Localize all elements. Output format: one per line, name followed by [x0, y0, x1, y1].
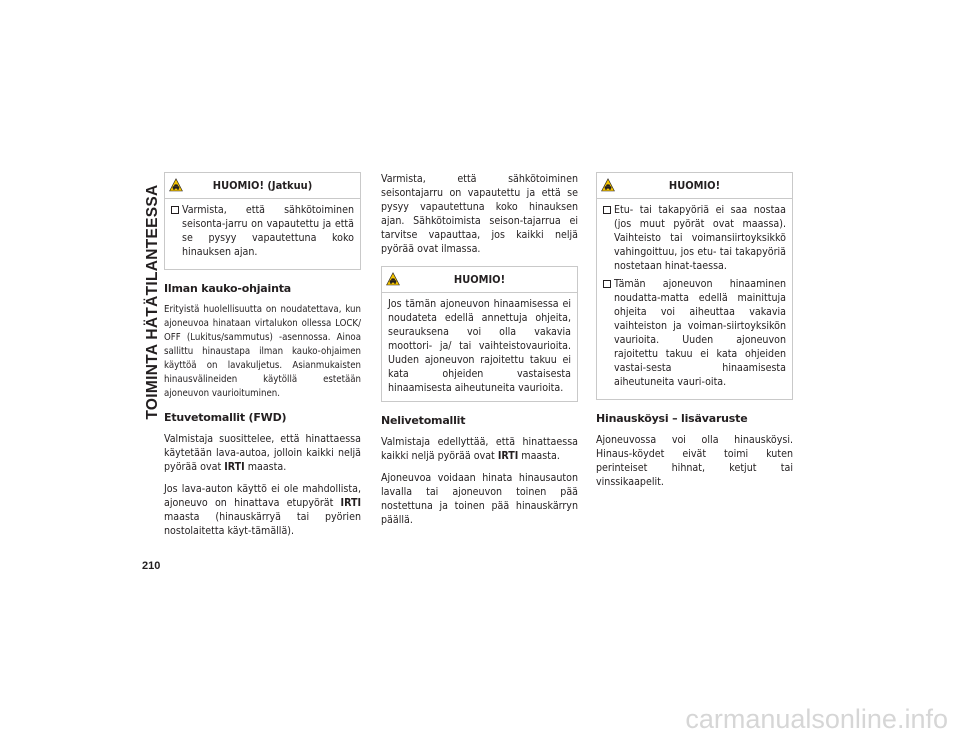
warning-title: HUOMIO!: [668, 179, 721, 192]
heading-nelivetomallit: Nelivetomallit: [381, 414, 466, 427]
paragraph: Varmista, että sähkötoiminen seisontajarru on vapautettu ja että se pysyy vapautettuna koko hinauksen ajan. Sähkötoimista seison-tajarrua ei tarvitse vapauttaa, jos kaikki neljä pyörää ovat ilmassa.: [381, 173, 578, 255]
heading-ilman-kauko-ohjainta: Ilman kauko-ohjainta: [164, 282, 291, 295]
warning-header: [597, 173, 792, 199]
paragraph: Jos lava-auton käyttö ei ole mahdollista, ajoneuvo on hinattava etupyörät IRTI maasta (hinauskärryä tai pyörien nostolaitetta käyt-tämällä).: [164, 483, 361, 537]
warning-car-icon: [169, 178, 183, 192]
warning-bullet: Etu- tai takapyöriä ei saa nostaa (jos muut pyörät ovat maassa). Vaihteisto tai voimansiirtoyksikkö vahingoittuu, jos etu- tai takapyöriä nostetaan hinat-taessa.: [603, 203, 786, 273]
heading-hinauskoysi: Hinausköysi – lisävaruste: [596, 412, 748, 425]
paragraph: Valmistaja edellyttää, että hinattaessa kaikki neljä pyörää ovat IRTI maasta.: [381, 436, 578, 462]
side-section-title: [142, 172, 164, 432]
column-1: [164, 172, 361, 546]
warning-title: HUOMIO! (Jatkuu): [212, 179, 313, 192]
paragraph: Ajoneuvoa voidaan hinata hinausauton lavalla tai ajoneuvon toinen pää nostettuna ja toinen pää hinauskärryn päällä.: [381, 472, 578, 526]
warning-car-icon: [601, 178, 615, 192]
watermark: carmanualsonline.info: [685, 704, 948, 734]
warning-text: Jos tämän ajoneuvon hinaamisessa ei noudateta edellä annettuja ohjeita, seurauksena voi olla vakavia moottori- ja/ tai vaihteistovaurioita. Uuden ajoneuvon rajoitettu takuu ei kata ohjeiden vastaisesta hinaamisesta aiheutuneita vaurioita.: [388, 298, 571, 394]
warning-title: HUOMIO!: [453, 273, 506, 286]
warning-bullet: Tämän ajoneuvon hinaaminen noudatta-matta edellä mainittuja ohjeita voi aiheuttaa vakavia vaihteiston ja voiman-siirtoyksikön vaurioita. Uuden ajoneuvon rajoitettu takuu ei kata ohjeiden vastai-sesta hinaamisesta aiheutuneita vauri-oita.: [603, 277, 786, 389]
column-2: [381, 172, 578, 535]
warning-box: [381, 266, 578, 402]
paragraph: Valmistaja suosittelee, että hinattaessa käytetään lava-autoa, jolloin kaikki neljä pyörää ovat IRTI maasta.: [164, 433, 361, 473]
warning-header: [165, 173, 360, 199]
paragraph: Erityistä huolellisuutta on noudatettava, kun ajoneuvoa hinataan virtalukon ollessa LOCK/ OFF (Lukitus/sammutus) -asennossa. Ainoa sallittu hinaustapa ilman kauko-ohjaimen käyttöä on lavakuljetus. Asianmukaisten hinausvälineiden käytöllä estetään ajoneuvon vaurioituminen.: [164, 304, 361, 399]
page-number: 210: [142, 560, 161, 572]
paragraph: Ajoneuvossa voi olla hinausköysi. Hinaus-köydet eivät toimi kuten perinteiset hihnat, ketjut tai vinssikaapelit.: [596, 434, 793, 488]
heading-etuvetomallit: Etuvetomallit (FWD): [164, 411, 287, 424]
column-3: [596, 172, 793, 497]
warning-box: [596, 172, 793, 400]
warning-header: [382, 267, 577, 293]
warning-car-icon: [386, 272, 400, 286]
warning-body: [382, 293, 577, 401]
warning-box-continued: [164, 172, 361, 270]
warning-body: [165, 199, 360, 269]
warning-bullet: Varmista, että sähkötoiminen seisonta-jarru on vapautettu ja että se pysyy vapautettuna koko hinauksen ajan.: [171, 203, 354, 259]
warning-body: [597, 199, 792, 399]
side-section-title-text: TOIMINTA HÄTÄTILANTEESSA: [144, 184, 161, 420]
